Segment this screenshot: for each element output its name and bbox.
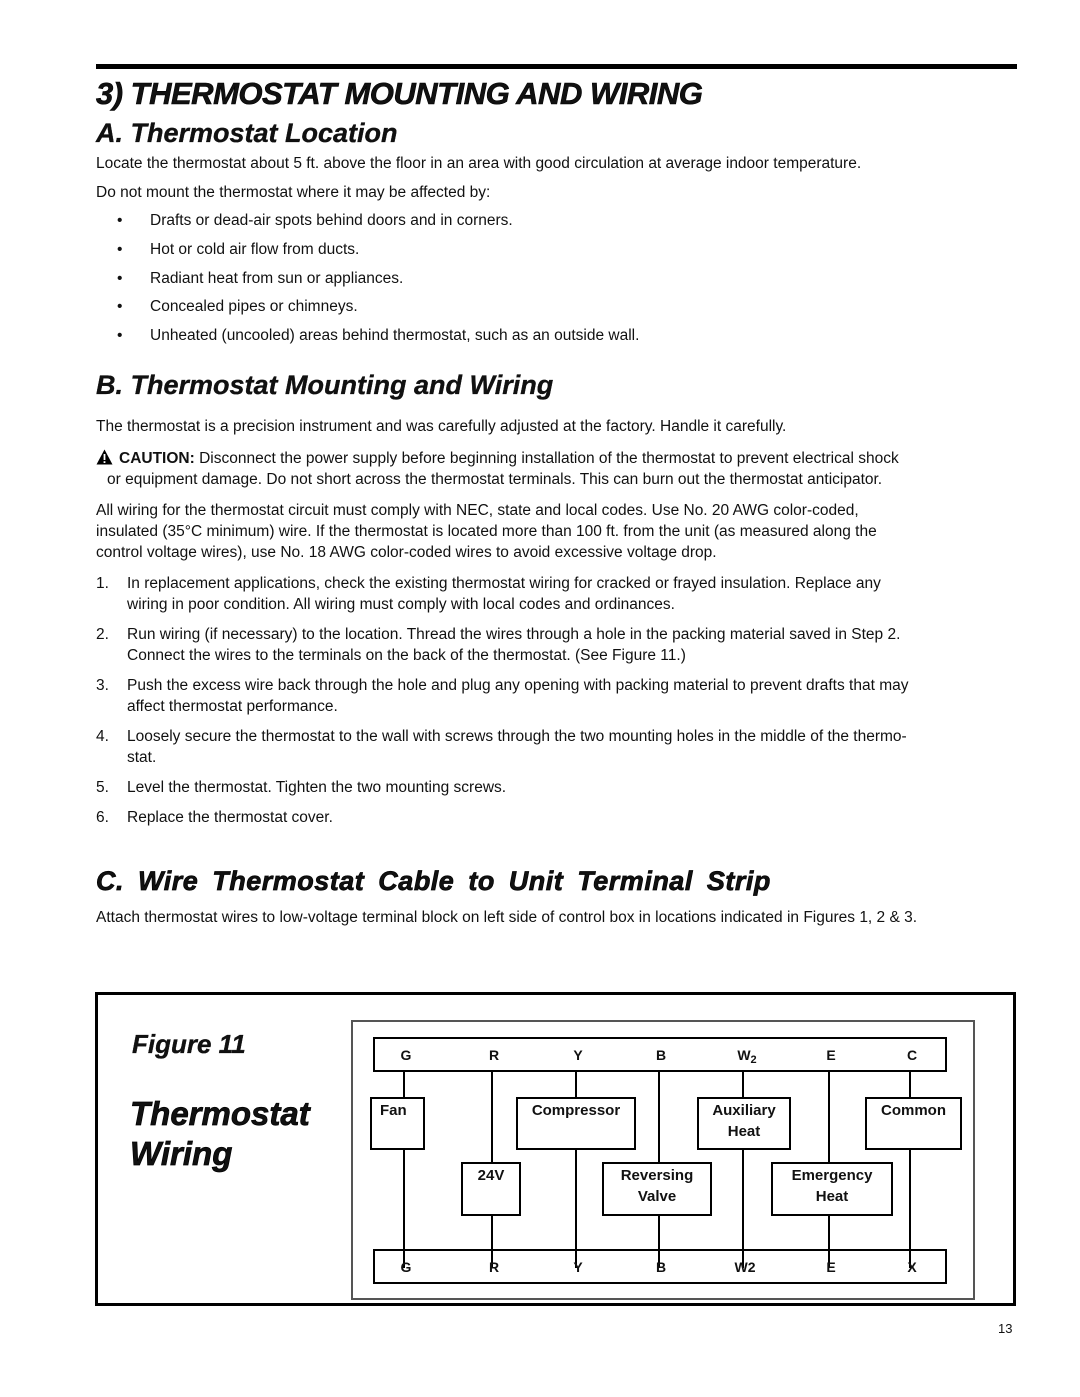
top-rule: [96, 64, 1017, 69]
page-number: 13: [998, 1321, 1013, 1336]
list-item: • Radiant heat from sun or appliances.: [117, 270, 404, 287]
warning-icon: [96, 449, 113, 471]
figure-label: Figure 11: [132, 1029, 246, 1059]
heading-mounting-wiring: B. Thermostat Mounting and Wiring: [96, 370, 554, 400]
location-intro: Locate the thermostat about 5 ft. above the floor in an area with good circulation at average indoor temperature.: [96, 155, 862, 172]
terminal-label: E: [826, 1259, 836, 1275]
list-item: • Hot or cold air flow from ducts.: [117, 241, 360, 258]
terminal-label: Y: [573, 1047, 583, 1063]
mounting-intro: The thermostat is a precision instrument and was carefully adjusted at the factory. Handle it carefully.: [96, 418, 787, 435]
terminal-label: G: [400, 1047, 412, 1063]
terminal-label: E: [826, 1047, 836, 1063]
top-terminal-strip: [373, 1037, 947, 1072]
list-item: • Unheated (uncooled) areas behind thermostat, such as an outside wall.: [117, 327, 640, 344]
terminal-label: R: [488, 1259, 500, 1275]
emergency-heat-box: Emergency Heat: [771, 1162, 893, 1216]
terminal-label: W2: [734, 1259, 756, 1275]
wiring-requirements: All wiring for the thermostat circuit must comply with NEC, state and local codes. Use No. 20 AWG color-coded,: [96, 502, 859, 519]
terminal-label: C: [906, 1047, 918, 1063]
common-box: Common: [865, 1097, 962, 1150]
terminal-text: Attach thermostat wires to low-voltage terminal block on left side of control box in locations indicated in Figures 1, 2 & 3.: [96, 909, 918, 926]
terminal-label: G: [400, 1259, 412, 1275]
wiring-diagram: [351, 1020, 975, 1300]
location-lead: Do not mount the thermostat where it may be affected by:: [96, 184, 491, 201]
bottom-terminal-strip: [373, 1249, 947, 1284]
wiring-requirements: insulated (35°C minimum) wire. If the thermostat is located more than 100 ft. from the unit (as measured along the: [96, 523, 877, 540]
terminal-label: B: [655, 1259, 667, 1275]
fan-box: Fan: [370, 1097, 425, 1150]
auxiliary-heat-box: Auxiliary Heat: [697, 1097, 791, 1150]
caution-label: CAUTION:: [119, 450, 195, 467]
heading-thermostat-location: A. Thermostat Location: [96, 118, 398, 148]
terminal-label: $W_2$: [737, 1047, 757, 1066]
terminal-label: B: [655, 1047, 667, 1063]
figure-title: Thermostat Wiring: [130, 1095, 310, 1172]
wiring-requirements: control voltage wires), use No. 18 AWG color-coded wires to avoid excessive voltage drop.: [96, 544, 717, 561]
section-title: 3) THERMOSTAT MOUNTING AND WIRING: [96, 76, 703, 111]
24v-box: 24V: [461, 1162, 521, 1216]
reversing-valve-box: Reversing Valve: [602, 1162, 712, 1216]
compressor-box: Compressor: [516, 1097, 636, 1150]
heading-terminal-strip: C. Wire Thermostat Cable to Unit Terminal Strip: [96, 866, 771, 896]
terminal-label: X: [907, 1259, 917, 1275]
terminal-label: Y: [573, 1259, 583, 1275]
list-item: • Drafts or dead-air spots behind doors and in corners.: [117, 212, 513, 229]
terminal-label: R: [488, 1047, 500, 1063]
list-item: • Concealed pipes or chimneys.: [117, 298, 358, 315]
